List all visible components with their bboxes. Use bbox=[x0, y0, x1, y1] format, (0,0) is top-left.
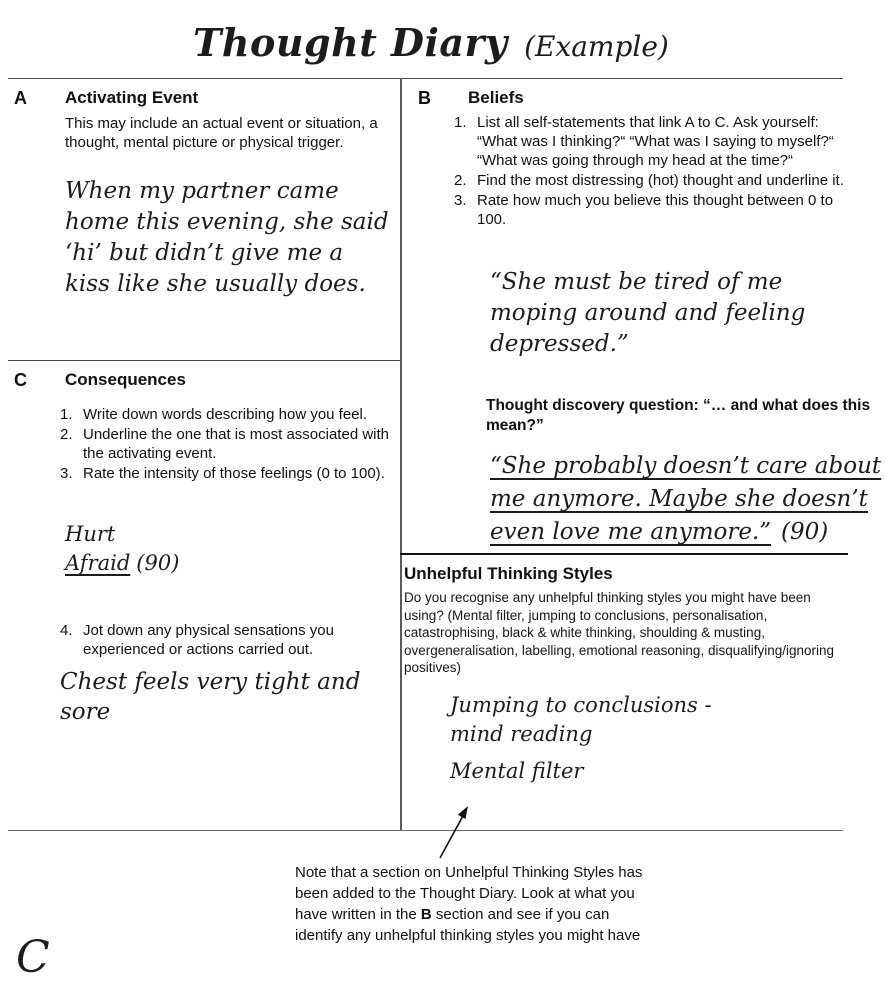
feeling-afraid-rating: (90) bbox=[136, 551, 180, 575]
note-pointer-arrow-icon bbox=[428, 800, 480, 862]
section-c-instructions bbox=[60, 405, 392, 483]
list-item bbox=[454, 113, 846, 170]
uts-heading: Unhelpful Thinking Styles bbox=[404, 564, 613, 583]
list-item-number: 1. bbox=[60, 406, 73, 423]
hot-thought-text: “She probably doesn’t care about me anymore. Maybe she doesn’t even love me anymore.” bbox=[490, 453, 882, 545]
section-activating-event bbox=[14, 88, 392, 300]
divider-unhelpful-thinking-styles bbox=[400, 553, 848, 555]
list-item-number: 4. bbox=[60, 622, 73, 639]
list-item-text: Rate how much you believe this thought between 0 to 100. bbox=[477, 192, 834, 228]
section-a-handwritten-entry: When my partner came home this evening, she said ‘hi’ but didn’t give me a kiss like she usually does. bbox=[65, 178, 389, 297]
page-title bbox=[0, 20, 862, 65]
section-beliefs bbox=[418, 88, 882, 549]
list-item bbox=[454, 171, 846, 190]
list-item bbox=[60, 425, 392, 463]
section-b-heading: Beliefs bbox=[468, 88, 524, 107]
section-c-heading: Consequences bbox=[65, 370, 186, 389]
uts-description: Do you recognise any unhelpful thinking styles you might have been using? (Mental filter, jumping to conclusions, personalisation, catastrophising, black & white thinking, shoulding & musting, overgeneralisation, labelling, emotional reasoning, disqualifying/ignoring positives) bbox=[404, 590, 835, 675]
uts-handwritten-entry-2: Mental filter bbox=[450, 758, 584, 783]
feeling-entry-afraid bbox=[65, 551, 392, 575]
list-item-text: Jot down any physical sensations you experienced or actions carried out. bbox=[83, 622, 334, 658]
list-item-number: 1. bbox=[454, 114, 467, 131]
section-consequences bbox=[14, 370, 392, 727]
section-a-letter: A bbox=[14, 88, 27, 108]
bottom-note-part2: section and see if you can identify any unhelpful thinking styles you might have bbox=[295, 906, 641, 944]
feeling-afraid-text: Afraid bbox=[65, 551, 131, 575]
divider-a-c bbox=[8, 360, 400, 361]
section-b-handwritten-entry: “She must be tired of me moping around and feeling depressed.” bbox=[490, 269, 806, 357]
feeling-entry-hurt: Hurt bbox=[65, 522, 116, 546]
page-title-main: Thought Diary bbox=[193, 20, 508, 65]
section-a-heading: Activating Event bbox=[65, 88, 199, 107]
list-item bbox=[454, 191, 846, 229]
list-item bbox=[60, 405, 392, 424]
list-item-text: List all self-statements that link A to C. Ask yourself: “What was I thinking?“ “What was I saying to myself?“ “What was going through my head at the time?“ bbox=[477, 114, 834, 169]
bottom-note bbox=[295, 862, 651, 946]
section-a-description: This may include an actual event or situation, a thought, mental picture or physical trigger. bbox=[65, 115, 378, 151]
table-column-divider bbox=[400, 78, 402, 830]
thought-discovery-question: Thought discovery question: “… and what does this mean?” bbox=[486, 397, 871, 434]
table-bottom-border bbox=[8, 830, 843, 831]
section-b-instructions bbox=[454, 113, 846, 229]
list-item bbox=[60, 464, 392, 483]
page-title-suffix: (Example) bbox=[524, 30, 669, 63]
list-item bbox=[60, 621, 392, 659]
table-top-border bbox=[8, 78, 843, 79]
uts-handwritten-entry-1: Jumping to conclusions - mind reading bbox=[450, 692, 712, 746]
list-item-text: Underline the one that is most associated with the activating event. bbox=[83, 426, 389, 462]
partial-handwritten-glyph: C bbox=[16, 932, 50, 983]
section-b-letter: B bbox=[418, 88, 431, 108]
list-item-number: 2. bbox=[60, 426, 73, 443]
list-item-number: 3. bbox=[454, 192, 467, 209]
list-item-text: Find the most distressing (hot) thought and underline it. bbox=[477, 172, 844, 189]
section-c-handwritten-entry: Chest feels very tight and sore bbox=[60, 669, 361, 725]
hot-thought-rating: (90) bbox=[781, 519, 829, 545]
bottom-note-part1: Note that a section on Unhelpful Thinking Styles has been added to the Thought Diary. Look at what you have written in the bbox=[295, 864, 643, 923]
list-item-text: Write down words describing how you feel. bbox=[83, 406, 368, 423]
list-item-number: 2. bbox=[454, 172, 467, 189]
section-c-letter: C bbox=[14, 370, 27, 390]
section-unhelpful-thinking-styles bbox=[404, 564, 850, 783]
list-item-number: 3. bbox=[60, 465, 73, 482]
bottom-note-bold-b: B bbox=[420, 906, 432, 923]
list-item-text: Rate the intensity of those feelings (0 to 100). bbox=[83, 465, 385, 482]
hot-thought-entry bbox=[490, 450, 882, 549]
